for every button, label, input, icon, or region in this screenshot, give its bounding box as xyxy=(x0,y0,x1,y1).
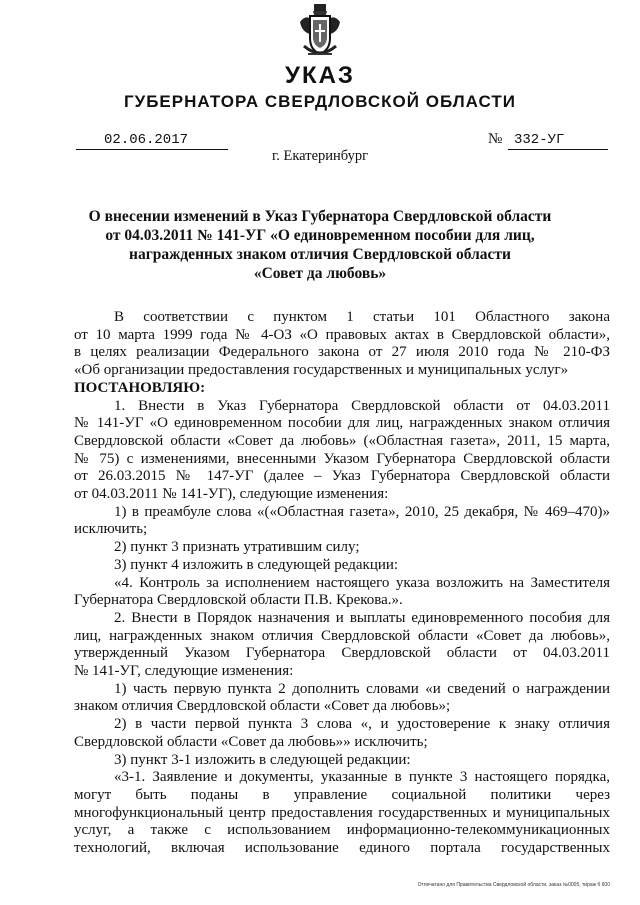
decree-title-line: от 04.03.2011 № 141-УГ «О единовременном пособии для лиц, xyxy=(105,227,535,244)
text-line: В соответствии с пунктом 1 статьи 101 Областного закона xyxy=(114,309,610,325)
paragraph xyxy=(74,309,610,380)
text-line: 2) в части первой пункта 3 слова «, и удостоверение к знаку отличия xyxy=(114,716,610,733)
text-line: Губернатора Свердловской области П.В. Крекова.». xyxy=(74,592,403,609)
document-type: УКАЗ xyxy=(285,62,355,89)
print-footer: Отпечатано для Правительства Свердловской области, заказ №0005, тираж б 600 xyxy=(417,882,610,888)
text-line: исключить; xyxy=(74,521,148,538)
text-line: утвержденный Указом Губернатора Свердловской области от 04.03.2011 xyxy=(74,645,610,662)
text-line: технологий, включая использование единого портала государственных xyxy=(74,840,610,857)
text-line: могут быть поданы в управление социальной политики через xyxy=(74,786,610,803)
decree-title-line: О внесении изменений в Указ Губернатора Свердловской области xyxy=(88,208,552,225)
paragraph xyxy=(74,380,610,398)
text-line: ПОСТАНОВЛЯЮ: xyxy=(74,379,206,396)
text-line: № 75) с изменениями, внесенными Указом Губернатора Свердловской области xyxy=(74,450,610,467)
text-line: от 04.03.2011 № 141-УГ), следующие изменения: xyxy=(74,486,389,503)
text-line: 1) часть первую пункта 2 дополнить словами «и сведений о награждении xyxy=(114,680,610,697)
text-line: 3) пункт 3-1 изложить в следующей редакции: xyxy=(114,751,411,768)
text-line: № 141-УГ «О единовременном пособии для лиц, награжденных знаком отличия xyxy=(74,415,610,432)
text-line: «Об организации предоставления государственных и муниципальных услуг» xyxy=(74,362,569,379)
text-line: 2) пункт 3 признать утратившим силу; xyxy=(114,539,360,556)
decree-title-line: награжденных знаком отличия Свердловской области xyxy=(129,246,511,263)
text-line: 3) пункт 4 изложить в следующей редакции: xyxy=(114,556,399,573)
paragraph xyxy=(74,557,610,575)
decree-title-line: «Совет да любовь» xyxy=(253,265,387,282)
paragraph xyxy=(74,769,610,858)
text-line: от 10 марта 1999 года № 4-ОЗ «О правовых актах в Свердловской области», xyxy=(74,326,610,343)
paragraph xyxy=(74,398,610,504)
paragraph xyxy=(74,504,610,539)
paragraph xyxy=(74,681,610,716)
text-line: в целях реализации Федерального закона от 27 июля 2010 года № 210-ФЗ xyxy=(74,344,610,361)
text-line: 1) в преамбуле слова «(«Областная газета», 2010, 25 декабря, № 469–470)» xyxy=(114,503,610,520)
text-line: Свердловской области «Совет да любовь» («Областная газета», 2011, 15 марта, xyxy=(74,432,610,449)
issuer: ГУБЕРНАТОРА СВЕРДЛОВСКОЙ ОБЛАСТИ xyxy=(124,92,516,111)
coat-of-arms-icon xyxy=(296,4,344,62)
text-line: «4. Контроль за исполнением настоящего указа возложить на Заместителя xyxy=(114,574,610,591)
decree-title xyxy=(70,207,570,283)
text-line: 2. Внести в Порядок назначения и выплаты единовременного пособия для xyxy=(114,609,610,626)
paragraph xyxy=(74,610,610,681)
paragraph xyxy=(74,716,610,751)
text-line: многофункциональный центр предоставления государственных и муниципальных xyxy=(74,804,610,821)
city: г. Екатеринбург xyxy=(271,148,369,164)
decree-date: 02.06.2017 xyxy=(76,132,228,150)
text-line: от 26.03.2015 № 147-УГ (далее – Указ Губернатора Свердловской области xyxy=(74,468,610,485)
decree-number: 332-УГ xyxy=(508,132,608,150)
text-line: Свердловской области «Совет да любовь»» исключить; xyxy=(74,733,428,750)
text-line: № 141-УГ, следующие изменения: xyxy=(74,663,294,680)
text-line: услуг, а также с использованием информационно-телекоммуникационных xyxy=(74,822,610,839)
text-line: лиц, награжденных знаком отличия Свердловской области «Совет да любовь», xyxy=(74,627,610,644)
text-line: «3-1. Заявление и документы, указанные в пункте 3 настоящего порядка, xyxy=(114,769,610,786)
text-line: знаком отличия Свердловской области «Совет да любовь»; xyxy=(74,698,451,715)
paragraph xyxy=(74,575,610,610)
text-line: 1. Внести в Указ Губернатора Свердловской области от 04.03.2011 xyxy=(114,397,610,414)
paragraph xyxy=(74,752,610,770)
decree-body xyxy=(74,309,610,858)
number-sign: № xyxy=(488,131,503,147)
paragraph xyxy=(74,539,610,557)
